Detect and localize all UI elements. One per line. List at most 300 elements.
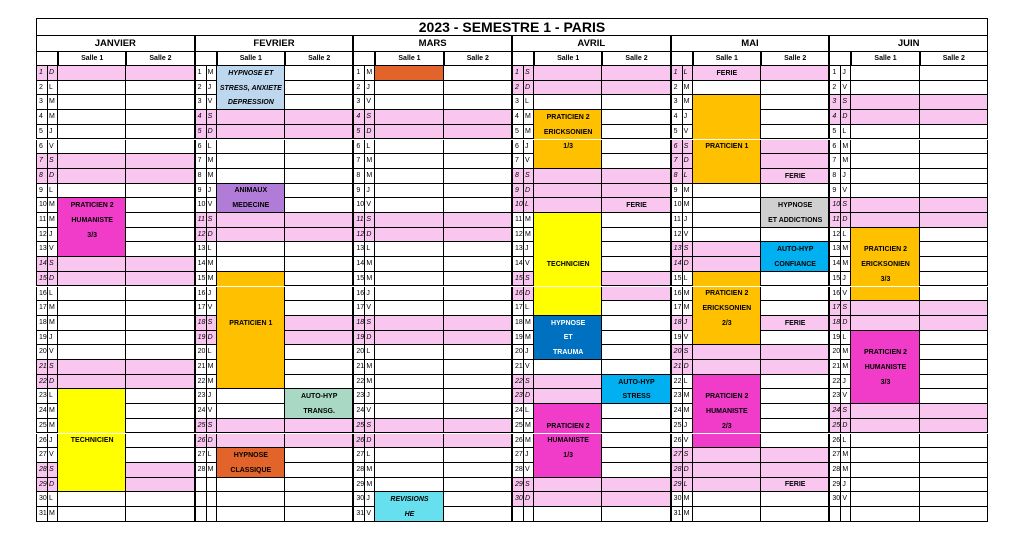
salle-2-cell[interactable] [285,95,353,110]
salle-1-cell[interactable] [693,110,761,125]
salle-2-cell[interactable] [126,360,194,375]
salle-1-cell[interactable] [534,81,602,96]
salle-1-cell[interactable] [58,331,126,346]
salle-1-cell[interactable] [851,169,919,184]
salle-2-cell[interactable] [602,140,670,155]
salle-2-cell[interactable] [444,184,512,199]
salle-2-cell[interactable] [126,492,194,507]
salle-2-cell[interactable] [126,287,194,302]
salle-2-cell[interactable] [444,492,512,507]
salle-2-cell[interactable] [761,272,829,287]
salle-2-cell[interactable] [761,463,829,478]
salle-2-cell[interactable] [920,198,988,213]
salle-1-cell[interactable] [534,478,602,493]
salle-2-cell[interactable] [285,110,353,125]
salle-1-cell[interactable] [693,463,761,478]
salle-2-cell[interactable] [602,463,670,478]
salle-2-cell[interactable] [444,507,512,522]
salle-1-cell[interactable] [693,154,761,169]
salle-1-cell[interactable] [58,360,126,375]
salle-1-cell[interactable] [58,66,126,81]
salle-2-cell[interactable] [920,434,988,449]
salle-1-cell[interactable] [534,301,602,316]
salle-1-cell[interactable] [534,360,602,375]
salle-2-cell[interactable] [126,463,194,478]
salle-1-cell[interactable] [375,169,443,184]
salle-1-cell[interactable] [375,331,443,346]
salle-2-cell[interactable] [602,419,670,434]
salle-2-cell[interactable] [444,287,512,302]
salle-2-cell[interactable] [444,389,512,404]
salle-1-cell[interactable] [375,272,443,287]
salle-2-cell[interactable] [285,287,353,302]
salle-2-cell[interactable] [444,154,512,169]
salle-2-cell[interactable] [444,331,512,346]
salle-2-cell[interactable] [126,389,194,404]
salle-1-cell[interactable] [534,463,602,478]
salle-1-cell[interactable] [375,404,443,419]
salle-2-cell[interactable] [920,66,988,81]
salle-1-cell[interactable] [58,287,126,302]
salle-1-cell[interactable] [217,169,285,184]
salle-2-cell[interactable] [920,95,988,110]
salle-2-cell[interactable] [444,272,512,287]
salle-2-cell[interactable] [602,169,670,184]
salle-2-cell[interactable] [285,169,353,184]
salle-1-cell[interactable] [58,419,126,434]
salle-1-cell[interactable] [375,184,443,199]
salle-1-cell[interactable] [375,95,443,110]
salle-1-cell[interactable] [375,228,443,243]
salle-1-cell[interactable] [375,154,443,169]
salle-1-cell[interactable] [851,125,919,140]
salle-2-cell[interactable] [920,213,988,228]
salle-2-cell[interactable] [285,66,353,81]
salle-1-cell[interactable] [851,434,919,449]
salle-1-cell[interactable] [375,125,443,140]
salle-2-cell[interactable] [444,95,512,110]
salle-1-cell[interactable] [851,478,919,493]
salle-2-cell[interactable] [285,198,353,213]
salle-1-cell[interactable] [217,389,285,404]
salle-1-cell[interactable] [534,169,602,184]
salle-1-cell[interactable] [375,110,443,125]
salle-1-cell[interactable] [217,287,285,302]
salle-1-cell[interactable] [693,257,761,272]
salle-2-cell[interactable] [761,184,829,199]
salle-2-cell[interactable] [602,66,670,81]
salle-1-cell[interactable] [217,257,285,272]
salle-2-cell[interactable] [761,110,829,125]
salle-1-cell[interactable] [58,301,126,316]
salle-2-cell[interactable] [126,316,194,331]
salle-2-cell[interactable] [920,272,988,287]
salle-2-cell[interactable] [444,81,512,96]
salle-1-cell[interactable] [375,419,443,434]
salle-1-cell[interactable] [58,125,126,140]
salle-1-cell[interactable] [58,345,126,360]
salle-1-cell[interactable] [217,360,285,375]
salle-2-cell[interactable] [920,478,988,493]
salle-2-cell[interactable] [920,389,988,404]
salle-2-cell[interactable] [126,345,194,360]
salle-1-cell[interactable] [851,110,919,125]
salle-2-cell[interactable] [920,360,988,375]
salle-2-cell[interactable] [602,242,670,257]
salle-1-cell[interactable] [851,389,919,404]
salle-1-cell[interactable] [534,507,602,522]
salle-2-cell[interactable] [602,492,670,507]
salle-2-cell[interactable] [602,154,670,169]
salle-1-cell[interactable] [58,507,126,522]
salle-2-cell[interactable] [126,301,194,316]
salle-2-cell[interactable] [602,360,670,375]
salle-2-cell[interactable] [920,228,988,243]
salle-2-cell[interactable] [444,478,512,493]
salle-2-cell[interactable] [761,375,829,390]
salle-2-cell[interactable] [761,448,829,463]
salle-2-cell[interactable] [761,301,829,316]
salle-2-cell[interactable] [602,257,670,272]
salle-2-cell[interactable] [285,301,353,316]
salle-1-cell[interactable] [217,272,285,287]
salle-2-cell[interactable] [761,360,829,375]
salle-2-cell[interactable] [126,228,194,243]
salle-2-cell[interactable] [602,316,670,331]
salle-2-cell[interactable] [285,242,353,257]
salle-1-cell[interactable] [534,154,602,169]
salle-2-cell[interactable] [444,345,512,360]
salle-1-cell[interactable] [851,66,919,81]
salle-1-cell[interactable] [375,360,443,375]
salle-1-cell[interactable] [58,169,126,184]
salle-1-cell[interactable] [217,331,285,346]
salle-2-cell[interactable] [920,184,988,199]
salle-2-cell[interactable] [126,331,194,346]
salle-2-cell[interactable] [444,360,512,375]
salle-1-cell[interactable] [58,389,126,404]
salle-1-cell[interactable] [375,316,443,331]
salle-2-cell[interactable] [285,434,353,449]
salle-2-cell[interactable] [920,331,988,346]
salle-1-cell[interactable] [58,492,126,507]
salle-1-cell[interactable] [534,389,602,404]
salle-1-cell[interactable] [851,140,919,155]
salle-2-cell[interactable] [602,434,670,449]
salle-1-cell[interactable] [58,140,126,155]
salle-2-cell[interactable] [126,213,194,228]
salle-2-cell[interactable] [444,257,512,272]
salle-1-cell[interactable] [217,242,285,257]
salle-2-cell[interactable] [126,434,194,449]
salle-2-cell[interactable] [920,507,988,522]
salle-2-cell[interactable] [444,66,512,81]
salle-1-cell[interactable] [217,375,285,390]
salle-2-cell[interactable] [285,419,353,434]
salle-2-cell[interactable] [444,169,512,184]
salle-2-cell[interactable] [920,242,988,257]
salle-2-cell[interactable] [602,228,670,243]
salle-1-cell[interactable] [217,228,285,243]
salle-1-cell[interactable] [693,81,761,96]
salle-1-cell[interactable] [534,213,602,228]
salle-2-cell[interactable] [126,242,194,257]
salle-2-cell[interactable] [602,507,670,522]
salle-1-cell[interactable] [851,287,919,302]
salle-1-cell[interactable] [534,272,602,287]
salle-2-cell[interactable] [920,125,988,140]
salle-2-cell[interactable] [761,507,829,522]
salle-2-cell[interactable] [285,154,353,169]
salle-1-cell[interactable] [693,272,761,287]
salle-2-cell[interactable] [920,169,988,184]
salle-1-cell[interactable] [217,434,285,449]
salle-2-cell[interactable] [126,169,194,184]
salle-1-cell[interactable] [693,228,761,243]
salle-2-cell[interactable] [444,125,512,140]
salle-1-cell[interactable] [217,140,285,155]
salle-2-cell[interactable] [126,448,194,463]
salle-1-cell[interactable] [58,316,126,331]
salle-2-cell[interactable] [602,287,670,302]
salle-1-cell[interactable] [375,463,443,478]
salle-1-cell[interactable] [375,213,443,228]
salle-1-cell[interactable] [693,434,761,449]
salle-2-cell[interactable] [444,110,512,125]
salle-1-cell[interactable] [851,213,919,228]
salle-1-cell[interactable] [851,154,919,169]
salle-1-cell[interactable] [851,95,919,110]
salle-2-cell[interactable] [602,213,670,228]
salle-2-cell[interactable] [761,345,829,360]
salle-1-cell[interactable] [58,242,126,257]
salle-2-cell[interactable] [285,213,353,228]
salle-1-cell[interactable] [375,81,443,96]
salle-1-cell[interactable] [375,389,443,404]
salle-2-cell[interactable] [920,287,988,302]
salle-1-cell[interactable] [693,184,761,199]
salle-2-cell[interactable] [285,448,353,463]
salle-2-cell[interactable] [444,228,512,243]
salle-1-cell[interactable] [58,375,126,390]
salle-2-cell[interactable] [602,301,670,316]
salle-1-cell[interactable] [375,140,443,155]
salle-1-cell[interactable] [375,345,443,360]
salle-1-cell[interactable] [217,507,285,522]
salle-2-cell[interactable] [126,110,194,125]
salle-1-cell[interactable] [534,242,602,257]
salle-2-cell[interactable] [285,125,353,140]
salle-1-cell[interactable] [58,272,126,287]
salle-1-cell[interactable] [534,287,602,302]
salle-1-cell[interactable] [58,184,126,199]
salle-1-cell[interactable] [851,507,919,522]
salle-1-cell[interactable] [58,448,126,463]
salle-1-cell[interactable] [217,419,285,434]
salle-1-cell[interactable] [851,81,919,96]
salle-2-cell[interactable] [285,375,353,390]
salle-2-cell[interactable] [920,140,988,155]
salle-1-cell[interactable] [851,448,919,463]
salle-2-cell[interactable] [761,95,829,110]
salle-2-cell[interactable] [602,81,670,96]
salle-1-cell[interactable] [693,360,761,375]
salle-1-cell[interactable] [375,434,443,449]
salle-2-cell[interactable] [126,66,194,81]
salle-1-cell[interactable] [534,184,602,199]
salle-2-cell[interactable] [285,492,353,507]
salle-1-cell[interactable] [375,287,443,302]
salle-1-cell[interactable] [851,301,919,316]
salle-1-cell[interactable] [217,345,285,360]
salle-2-cell[interactable] [444,140,512,155]
salle-2-cell[interactable] [602,448,670,463]
salle-2-cell[interactable] [920,301,988,316]
salle-1-cell[interactable] [534,492,602,507]
salle-2-cell[interactable] [444,448,512,463]
salle-2-cell[interactable] [602,184,670,199]
salle-2-cell[interactable] [920,375,988,390]
salle-1-cell[interactable] [693,345,761,360]
salle-2-cell[interactable] [285,257,353,272]
salle-1-cell[interactable] [217,492,285,507]
salle-1-cell[interactable] [534,375,602,390]
salle-2-cell[interactable] [126,272,194,287]
salle-2-cell[interactable] [761,331,829,346]
salle-1-cell[interactable] [534,95,602,110]
salle-2-cell[interactable] [444,375,512,390]
salle-1-cell[interactable] [58,110,126,125]
salle-2-cell[interactable] [285,345,353,360]
salle-2-cell[interactable] [444,213,512,228]
salle-1-cell[interactable] [851,316,919,331]
salle-1-cell[interactable] [851,228,919,243]
salle-1-cell[interactable] [693,95,761,110]
salle-1-cell[interactable] [693,478,761,493]
salle-2-cell[interactable] [602,331,670,346]
salle-1-cell[interactable] [534,198,602,213]
salle-2-cell[interactable] [920,492,988,507]
salle-1-cell[interactable] [217,110,285,125]
salle-2-cell[interactable] [761,389,829,404]
salle-1-cell[interactable] [58,404,126,419]
salle-2-cell[interactable] [920,345,988,360]
salle-2-cell[interactable] [126,375,194,390]
salle-2-cell[interactable] [761,140,829,155]
salle-2-cell[interactable] [602,345,670,360]
salle-2-cell[interactable] [126,95,194,110]
salle-2-cell[interactable] [444,404,512,419]
salle-2-cell[interactable] [761,81,829,96]
salle-2-cell[interactable] [761,419,829,434]
salle-1-cell[interactable] [693,375,761,390]
salle-2-cell[interactable] [920,257,988,272]
salle-2-cell[interactable] [920,404,988,419]
salle-1-cell[interactable] [693,492,761,507]
salle-2-cell[interactable] [126,140,194,155]
salle-1-cell[interactable] [58,478,126,493]
salle-1-cell[interactable] [217,213,285,228]
salle-2-cell[interactable] [444,316,512,331]
salle-2-cell[interactable] [285,478,353,493]
salle-2-cell[interactable] [285,228,353,243]
salle-2-cell[interactable] [285,316,353,331]
salle-1-cell[interactable] [375,301,443,316]
salle-2-cell[interactable] [285,81,353,96]
salle-2-cell[interactable] [285,331,353,346]
salle-1-cell[interactable] [217,154,285,169]
salle-2-cell[interactable] [444,242,512,257]
salle-1-cell[interactable] [693,125,761,140]
salle-2-cell[interactable] [126,507,194,522]
salle-2-cell[interactable] [126,198,194,213]
salle-1-cell[interactable] [693,213,761,228]
salle-2-cell[interactable] [285,360,353,375]
salle-2-cell[interactable] [761,228,829,243]
salle-2-cell[interactable] [920,448,988,463]
salle-2-cell[interactable] [761,125,829,140]
salle-2-cell[interactable] [126,125,194,140]
salle-2-cell[interactable] [602,125,670,140]
salle-2-cell[interactable] [602,272,670,287]
salle-1-cell[interactable] [693,507,761,522]
salle-2-cell[interactable] [126,478,194,493]
salle-2-cell[interactable] [761,434,829,449]
salle-1-cell[interactable] [534,404,602,419]
salle-1-cell[interactable] [851,331,919,346]
salle-1-cell[interactable] [693,169,761,184]
salle-2-cell[interactable] [126,184,194,199]
salle-2-cell[interactable] [761,404,829,419]
salle-1-cell[interactable] [375,257,443,272]
salle-1-cell[interactable] [693,198,761,213]
salle-1-cell[interactable] [851,463,919,478]
salle-2-cell[interactable] [444,463,512,478]
salle-2-cell[interactable] [920,316,988,331]
salle-2-cell[interactable] [920,419,988,434]
salle-2-cell[interactable] [920,154,988,169]
salle-1-cell[interactable] [693,448,761,463]
salle-1-cell[interactable] [58,257,126,272]
salle-2-cell[interactable] [126,257,194,272]
salle-1-cell[interactable] [217,125,285,140]
salle-2-cell[interactable] [126,154,194,169]
salle-1-cell[interactable] [693,331,761,346]
salle-1-cell[interactable] [534,66,602,81]
salle-1-cell[interactable] [217,478,285,493]
salle-1-cell[interactable] [217,301,285,316]
salle-2-cell[interactable] [602,478,670,493]
salle-2-cell[interactable] [285,463,353,478]
salle-1-cell[interactable] [375,375,443,390]
salle-2-cell[interactable] [920,81,988,96]
salle-2-cell[interactable] [126,81,194,96]
salle-2-cell[interactable] [761,154,829,169]
salle-1-cell[interactable] [534,228,602,243]
salle-1-cell[interactable] [58,95,126,110]
salle-2-cell[interactable] [285,184,353,199]
salle-2-cell[interactable] [444,198,512,213]
salle-1-cell[interactable] [693,242,761,257]
salle-1-cell[interactable] [851,492,919,507]
salle-1-cell[interactable] [217,404,285,419]
salle-2-cell[interactable] [126,404,194,419]
salle-2-cell[interactable] [444,419,512,434]
salle-1-cell[interactable] [375,448,443,463]
salle-1-cell[interactable] [851,419,919,434]
salle-2-cell[interactable] [444,301,512,316]
salle-2-cell[interactable] [602,95,670,110]
